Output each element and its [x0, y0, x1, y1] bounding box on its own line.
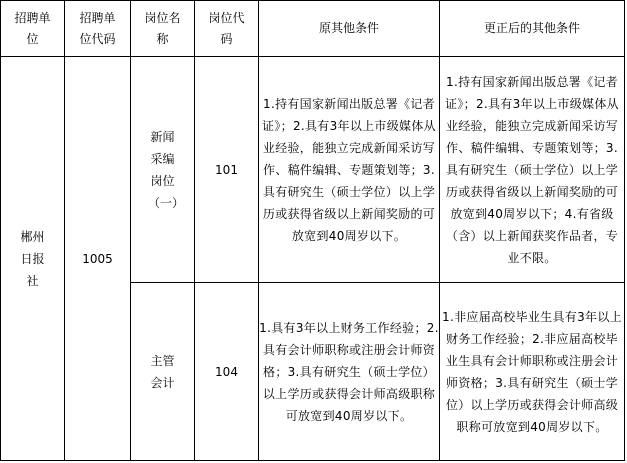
header-post-code-cell: [195, 1, 259, 57]
post-code-cell: [195, 283, 259, 461]
post-code: 104: [215, 364, 238, 379]
post-code-cell: [195, 57, 259, 283]
post-name-cell: [131, 57, 195, 283]
unit-code-cell: [65, 57, 131, 461]
unit-name: 郴州日报社: [20, 229, 45, 288]
header-original: 原其他条件: [318, 21, 379, 35]
header-unit: 招聘单位: [14, 10, 51, 46]
header-unit-code-cell: [65, 1, 131, 57]
original-condition: 1.持有国家新闻出版总署《记者证》；2.具有3年以上市级媒体从业经验，能独立完成新闻采访写作、稿件编辑、专题策划等；3.具有研究生（硕士学位）以上学历或获得省级以上新闻奖励的可放宽到40周岁以下。: [262, 96, 436, 243]
post-name-cell: [131, 283, 195, 461]
revised-condition-cell: [440, 283, 625, 461]
post-name: 新闻采编岗位（一）: [148, 129, 185, 210]
original-condition-cell: [259, 57, 440, 283]
unit-code: 1005: [82, 251, 113, 266]
header-unit-cell: [1, 1, 65, 57]
revised-condition-cell: [440, 57, 625, 283]
header-post-code: 岗位代码: [208, 10, 245, 46]
header-revised: 更正后的其他条件: [483, 21, 580, 35]
revised-condition: 1.非应届高校毕业生具有3年以上财务工作经验；2.非应届高校毕业生具有会计师职称或注册会计师资格；3.具有研究生（硕士学位）以上学历或获得会计师高级职称可放宽到40周岁以下。: [442, 309, 622, 434]
header-post-name: 岗位名称: [144, 10, 181, 46]
header-post-name-cell: [131, 1, 195, 57]
revised-condition: 1.持有国家新闻出版总署《记者证》；2.具有3年以上市级媒体从业经验，能独立完成新闻采访写作、稿件编辑、专题策划等；3.具有研究生（硕士学位）以上学历或获得省级以上新闻奖励的可放宽到40周岁以下；4.有省级（含）以上新闻获奖作品者，专业不限。: [445, 74, 619, 265]
post-code: 101: [215, 162, 238, 177]
original-condition-cell: [259, 283, 440, 461]
table-row: [1, 57, 625, 283]
post-name: 主管会计: [150, 353, 175, 390]
original-condition: 1.具有3年以上财务工作经验；2.具有会计师职称或注册会计师资格；3.具有研究生（硕士学位）以上学历或获得会计师高级职称可放宽到40周岁以下。: [259, 320, 439, 423]
header-original-cell: [259, 1, 440, 57]
unit-name-cell: [1, 57, 65, 461]
header-unit-code: 招聘单位代码: [79, 10, 116, 46]
header-revised-cell: [440, 1, 625, 57]
header-row: [1, 1, 625, 57]
